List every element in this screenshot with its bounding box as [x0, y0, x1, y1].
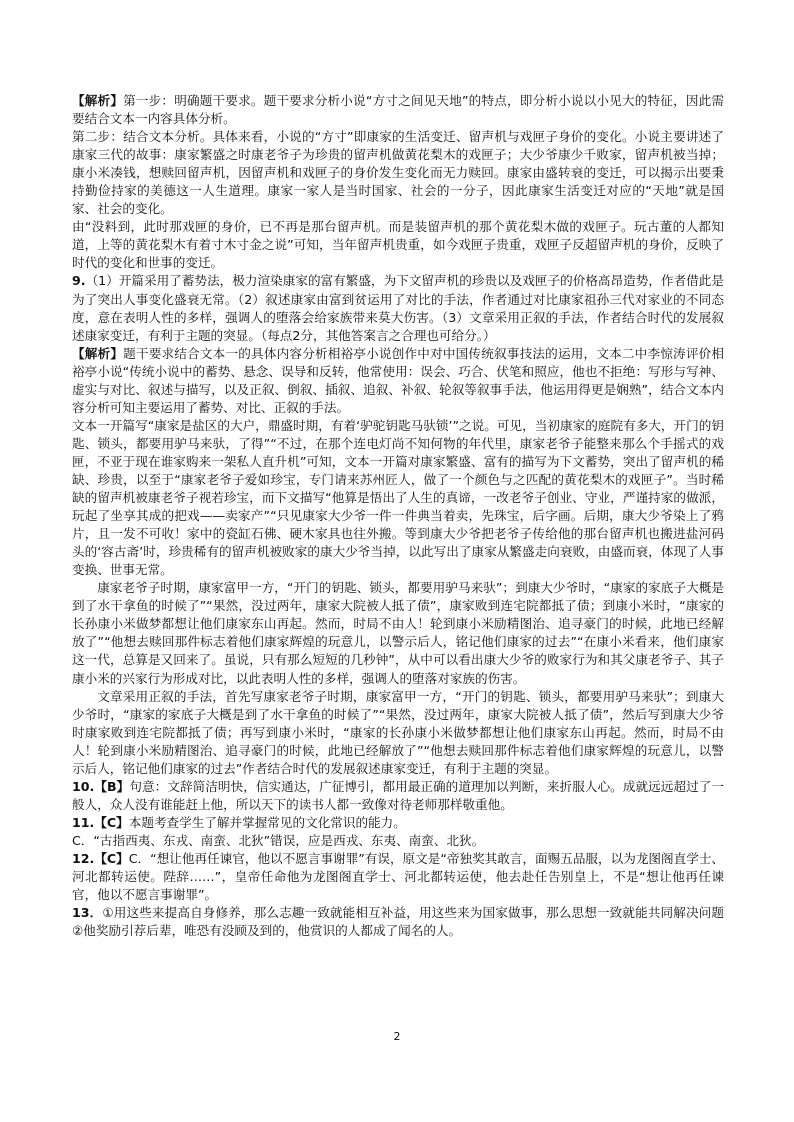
question-number: 9. — [72, 273, 86, 289]
analysis-paragraph — [72, 579, 724, 687]
paragraph-text: 第二步：结合文本分析。具体来看，小说的“方寸”即康家的生活变迁、留声机与戏匣子身价的变化。小说主要讲述了康家三代的故事：康家繁盛之时康老爷子为珍贵的留声机做黄花梨木的戏匣子；大少爷康少千败家，留声机被当掉；康小米凑钱，想赎回留声机，因留声机和戏匣子的身价发生变化而无力赎回。康家由盛转衰的变迁，可以揭示出要秉持勤俭持家的美德这一人生道理。康家一家人是当时国家、社会的一分子，因此康家生活变迁对应的“天地”就是国家、社会的变化。 — [72, 129, 724, 217]
page-number: 2 — [393, 1030, 401, 1043]
analysis-label: 【解析】 — [72, 93, 124, 108]
paragraph-text: C．“想让他再任谏官，他以不愿言事谢罪”有误，原文是“帝独奖其敢言，面赐五品服，以为龙图阁直学士、河北都转运使。陛辞……”，皇帝任命他为龙图阁直学士、河北都转运使，他去赴任告别皇上，不是“想让他再任谏官，他以不愿言事谢罪”。 — [72, 850, 724, 903]
paragraph-text: 康家老爷子时期，康家富甲一方，“开门的钥匙、锁头，都要用驴马来驮”；到康大少爷时，“康家的家底子大概是到了水干拿鱼的时候了”“果然，没过两年，康家大院被人抵了债”，康家败到连宅院都抵了债；到康小米时，“康家的长孙康小米做梦都想让他们康家东山再起。然而，时局不由人！轮到康小米励精图治、追寻豪门的时候，此地已经解放了”“他想去赎回那件标志着他们康家辉煌的玩意儿，以警示后人，铭记他们康家的过去”“在康小米看来，他们康家这一代，总算是又回来了。虽说，只有那么短短的几秒钟”，从中可以看出康大少爷的败家行为和其父康老爷子、其子康小米的兴家行为形成对比，以此表明人性的多样，强调人的堕落对家族的伤害。 — [72, 580, 724, 686]
question-number: 13． — [72, 905, 103, 921]
analysis-paragraph — [72, 92, 724, 128]
paragraph-text: 题干要求结合文本一的具体内容分析相裕亭小说创作中对中国传统叙事技法的运用，文本二中李惊涛评价相裕亭小说“传统小说中的蓄势、悬念、误导和反转，他常使用：误会、巧合、伏笔和照应，他也不拒绝：写形与写神、虚实与对比、叙述与描写，以及正叙、倒叙、插叙、追叙、补叙、轮叙等叙事手法，他运用得更是娴熟”，结合文本内容分析可知主要运用了蓄势、对比、正叙的手法。 — [72, 345, 725, 415]
paragraph-text: 句意：文辞简洁明快，信实通达，广征博引，都用最正确的道理加以判断，来折服人心。成就远远超过了一般人，众人没有谁能赶上他，所以天下的读书人都一致像对待老师那样敬重他。 — [72, 778, 724, 812]
answer-9 — [72, 272, 724, 344]
answer-11 — [72, 814, 724, 832]
answer-content — [72, 92, 724, 940]
answer-13 — [72, 904, 724, 940]
analysis-paragraph — [72, 417, 724, 579]
paragraph-text: 由“没料到，此时那戏匣的身价，已不再是那台留声机。而是装留声机的那个黄花梨木做的戏匣子。玩古董的人都知道，上等的黄花梨木有着寸木寸金之说”可知，当年留声机贵重，如今戏匣子贵重，戏匣子反超留声机的身价，反映了时代的变化和世事的变迁。 — [72, 219, 724, 271]
question-number: 10.【B】 — [72, 778, 130, 794]
analysis-paragraph — [72, 688, 724, 778]
analysis-paragraph — [72, 345, 724, 417]
question-number: 12.【C】 — [72, 850, 129, 866]
analysis-paragraph — [72, 218, 724, 272]
answer-12 — [72, 850, 724, 904]
paragraph-text: 文本一开篇写“康家是盐区的大户，鼎盛时期，有着‘驴驼钥匙马驮锁’”之说。可见，当初康家的庭院有多大，开门的钥匙、锁头，都要用驴马来驮，了得”“不过，在那个连电灯尚不知何物的年代里，康家老爷子能整来那么个手摇式的戏匣，不亚于现在谁家购来一架私人直升机”可知，文本一开篇对康家繁盛、富有的描写为下文蓄势，突出了留声机的稀缺、珍贵，以至于“康家老爷子爱如珍宝，专门请来苏州匠人，做了一个颜色与之匹配的黄花梨木的戏匣子”。当时稀缺的留声机被康老爷子视若珍宝，而下文描写“他算是悟出了人生的真谛，一改老爷子创业、守业，严谨持家的做派，玩起了坐享其成的把戏——卖家产”“只见康家大少爷一件一件典当着卖，先珠宝，后字画。后期，康大少爷染上了鸦片，且一发不可收！家中的瓷缸石佛、硬木家具也往外搬。等到康大少爷把老爷子传给他的那台留声机也搬进盐河码头的‘容古斋’时，珍贵稀有的留声机被败家的康大少爷当掉，以此写出了康家从繁盛走向衰败，由盛而衰，体现了人事变换、世事无常。 — [72, 417, 724, 578]
analysis-label: 【解析】 — [72, 345, 124, 361]
paragraph-text: 文章采用正叙的手法，首先写康家老爷子时期，康家富甲一方，“开门的钥匙、锁头，都要用驴马来驮”；到康大少爷时，“康家的家底子大概是到了水干拿鱼的时候了”“果然，没过两年，康家大院被人抵了债”，然后写到康大少爷时康家败到连宅院都抵了债；再写到康小米时，“康家的长孙康小米做梦都想让他们康家东山再起。然而，时局不由人！轮到康小米励精图治、追寻豪门的时候，此地已经解放了”“他想去赎回那件标志着他们康家辉煌的玩意儿，以警示后人，铭记他们康家的过去”作者结合时代的发展叙述康家变迁，有利于主题的突显。 — [72, 688, 724, 776]
answer-10 — [72, 778, 724, 814]
question-number: 11.【C】 — [72, 814, 129, 830]
paragraph-text: C．“古指西夷、东戎、南蛮、北狄”错误，应是西戎、东夷、南蛮、北狄。 — [72, 832, 485, 848]
paragraph-text: ①用这些来提高自身修养，那么志趣一致就能相互补益，用这些来为国家做事，那么思想一致就能共同解决问题②他奖励引荐后辈，唯恐有没顾及到的，他赏识的人都成了闻名的人。 — [72, 905, 725, 939]
paragraph-text: 本题考查学生了解并掌握常见的文化常识的能力。 — [128, 814, 406, 830]
answer-11-detail — [72, 832, 724, 850]
analysis-paragraph — [72, 128, 724, 218]
paragraph-text: 第一步：明确题干要求。题干要求分析小说“方寸之间见天地”的特点，即分析小说以小见大的特征，因此需要结合文本一内容具体分析。 — [72, 93, 724, 127]
paragraph-text: （1）开篇采用了蓄势法，极力渲染康家的富有繁盛，为下文留声机的珍贵以及戏匣子的价格高昂造势，作者借此是为了突出人事变化盛衰无常。（2）叙述康家由富到贫运用了对比的手法，作者通过对比康家祖孙三代对家业的不同态度，意在表明人性的多样，强调人的堕落会给家族带来莫大伤害。（3）文章采用正叙的手法，作者结合时代的发展叙述康家变迁，有利于主题的突显。（每点2分，其他答案言之合理也可给分。） — [72, 273, 724, 343]
